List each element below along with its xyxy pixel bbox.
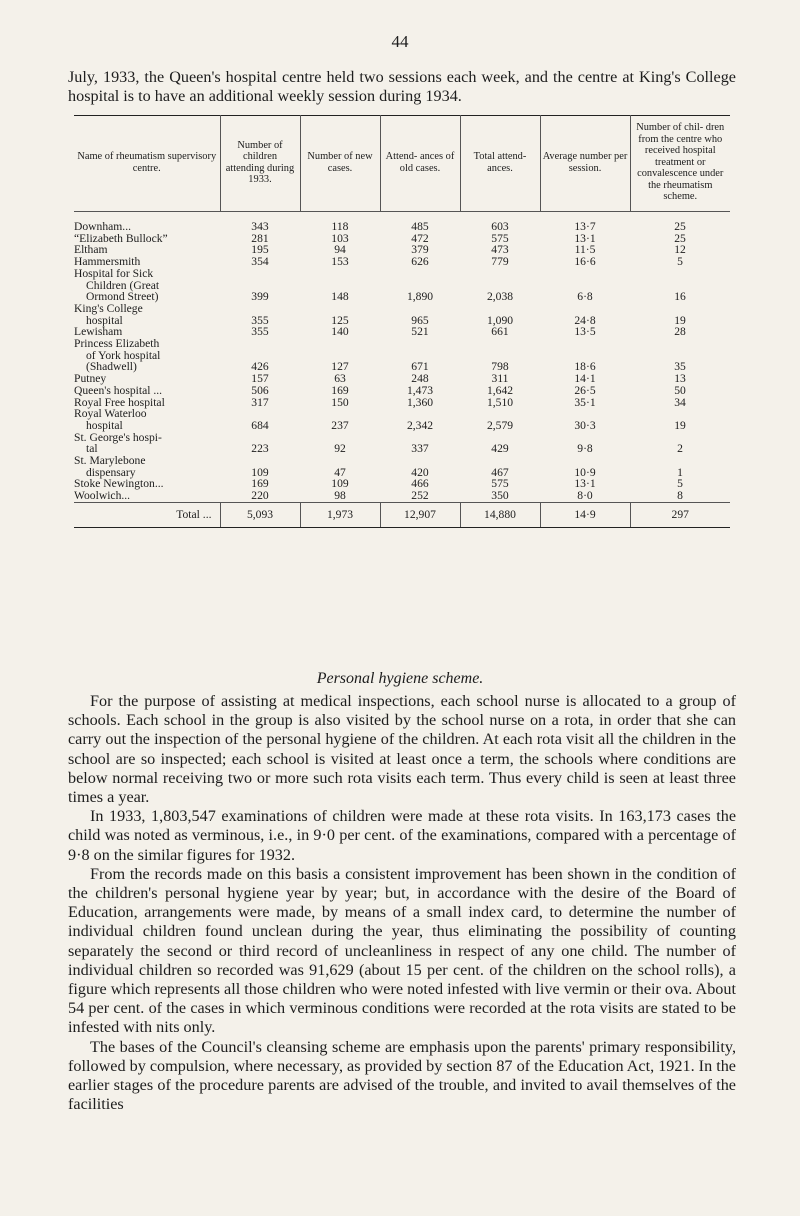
- cell-average: 8·0: [577, 489, 593, 503]
- table-row: [74, 338, 730, 373]
- total-attendances: 14,880: [460, 502, 540, 527]
- cell-children: 506: [251, 383, 269, 397]
- cell-total-attendances: 473: [491, 243, 509, 257]
- table-row: [74, 408, 730, 431]
- cell-children-treated: 16: [674, 290, 686, 304]
- cell-average: 13·5: [574, 325, 596, 339]
- centre-name-line: King's College: [74, 301, 143, 315]
- cell-total-attendances: 661: [491, 325, 509, 339]
- cell-centre-name: [74, 385, 220, 397]
- centre-name-line: Stoke Newington...: [74, 477, 164, 491]
- cell-average: 26·5: [574, 383, 596, 397]
- paragraph: For the purpose of assisting at medical inspections, each school nurse is allocated to a group of schools. Each school in the group is also visited by the school nurse on a rota, in order that she can carry out the inspection of the personal hygiene of the children. At each rota visit all the children in the school are so inspected; each school is visited at least once a term, the schools where conditions are below normal receiving two or more such rota visits each term. Thus every child is seen at least three times a year.: [68, 692, 736, 807]
- cell-children-treated: 5: [677, 477, 683, 491]
- centre-name-line: tal: [86, 442, 98, 456]
- cell-total-attendances: 779: [491, 255, 509, 269]
- table-row: [74, 385, 730, 397]
- cell-children-treated: 5: [677, 255, 683, 269]
- cell-new-cases: 169: [331, 383, 349, 397]
- centre-name-line: (Shadwell): [86, 360, 137, 374]
- cell-new-cases: 94: [334, 243, 346, 257]
- header-centre-name: Name of rheumatism supervisory centre.: [74, 116, 220, 212]
- total-new-cases: 1,973: [300, 502, 380, 527]
- cell-children: 109: [251, 465, 269, 479]
- centre-name-line: “Elizabeth Bullock”: [74, 231, 168, 245]
- centre-name-line: Royal Waterloo: [74, 407, 147, 421]
- header-children-attending: Number of children attending during 1933.: [220, 116, 300, 212]
- total-children-treated: 297: [630, 502, 730, 527]
- cell-old-attendances: 626: [411, 255, 429, 269]
- table-row: [74, 455, 730, 478]
- table-row: [74, 256, 730, 268]
- cell-average: 30·3: [574, 418, 596, 432]
- cell-children-treated: 25: [674, 220, 686, 233]
- table-row: [74, 432, 730, 455]
- cell-total-attendances: 1,642: [486, 383, 514, 397]
- cell-children: 157: [251, 372, 269, 386]
- cell-total-attendances: 798: [491, 360, 509, 374]
- cell-new-cases: 92: [334, 442, 346, 456]
- cell-children-treated: 13: [674, 372, 686, 386]
- cell-new-cases: 109: [331, 477, 349, 491]
- cell-new-cases: 127: [331, 360, 349, 374]
- cell-new-cases: 63: [334, 372, 346, 386]
- table-row: [74, 244, 730, 256]
- table-row: [74, 373, 730, 385]
- cell-total-attendances: 1,510: [486, 395, 514, 409]
- cell-old-attendances: 1,360: [406, 395, 434, 409]
- cell-average: 13·1: [574, 477, 596, 491]
- table-total-row: [74, 502, 730, 527]
- header-old-case-attendances: Attend- ances of old cases.: [380, 116, 460, 212]
- centre-name-line: Lewisham: [74, 325, 123, 339]
- centre-name-line: Hospital for Sick: [74, 266, 154, 280]
- cell-old-attendances: 1,473: [406, 383, 434, 397]
- cell-children-treated: 34: [674, 395, 686, 409]
- paragraph: The bases of the Council's cleansing scheme are emphasis upon the parents' primary responsibility, followed by compulsion, where necessary, as provided by section 87 of the Education Act, 1921. In the earlier stages of the procedure parents are advised of the trouble, and invited to avail themselves of the facilities: [68, 1037, 736, 1114]
- cell-children-treated: 1: [677, 465, 683, 479]
- paragraph: From the records made on this basis a consistent improvement has been shown in the condition of the children's personal hygiene year by year; but, in accordance with the desire of the Board of Education, arrangements were made, by means of a small index card, to determine the number of individual children found unclean during the year, thus eliminating the possibility of counting separately the second or third record of uncleanliness in respect of any one child. The number of individual children so recorded was 91,629 (about 15 per cent. of the children on the school rolls), a figure which represents all those children who were noted infested with live vermin or their ova. About 54 per cent. of the cases in which verminous conditions were recorded at the rota visits are stated to be infested with nits only.: [68, 864, 736, 1037]
- cell-total-attendances: 575: [491, 231, 509, 245]
- cell-average: 10·9: [574, 465, 596, 479]
- cell-old-attendances: 671: [411, 360, 429, 374]
- cell-new-cases: 98: [334, 489, 346, 503]
- cell-old-attendances: 965: [411, 313, 429, 327]
- cell-children-treated: 28: [674, 325, 686, 339]
- cell-new-cases: 148: [331, 290, 349, 304]
- total-average: 14·9: [540, 502, 630, 527]
- centre-name-line: Hammersmith: [74, 255, 141, 269]
- cell-children: 169: [251, 477, 269, 491]
- cell-children-treated: 50: [674, 383, 686, 397]
- table-header-row: [74, 116, 730, 212]
- cell-children: 355: [251, 313, 269, 327]
- centre-name-line: Princess Elizabeth: [74, 337, 160, 351]
- cell-total-attendances: 429: [491, 442, 509, 456]
- table-row: [74, 233, 730, 245]
- total-old-case-attendances: 12,907: [380, 502, 460, 527]
- cell-total-attendances: 2,579: [486, 418, 514, 432]
- table-body: [74, 212, 730, 503]
- cell-total-attendances: 2,038: [486, 290, 514, 304]
- table-row: [74, 303, 730, 326]
- cell-centre-name: [74, 408, 220, 431]
- cell-average: 14·1: [574, 372, 596, 386]
- centre-name-line: Ormond Street): [86, 290, 159, 304]
- cell-old-attendances: 485: [411, 220, 429, 233]
- cell-children-treated: 25: [674, 231, 686, 245]
- centre-name-line: Royal Free hospital: [74, 395, 165, 409]
- cell-children-treated: 19: [674, 313, 686, 327]
- centre-name-line: hospital: [86, 418, 123, 432]
- cell-average: 13·7: [574, 220, 596, 233]
- cell-total-attendances: 311: [491, 372, 509, 386]
- centre-name-line: Downham...: [74, 220, 131, 233]
- cell-children: 684: [251, 418, 269, 432]
- cell-average: 13·1: [574, 231, 596, 245]
- centre-name-line: Eltham: [74, 243, 108, 257]
- cell-new-cases: 237: [331, 418, 349, 432]
- cell-new-cases: 140: [331, 325, 349, 339]
- cell-old-attendances: 472: [411, 231, 429, 245]
- cell-centre-name: [74, 432, 220, 455]
- header-new-cases: Number of new cases.: [300, 116, 380, 212]
- cell-old-attendances: 2,342: [406, 418, 434, 432]
- total-children: 5,093: [220, 502, 300, 527]
- total-label: Total ...: [74, 502, 220, 527]
- cell-children-treated: 19: [674, 418, 686, 432]
- cell-average: 11·5: [574, 243, 596, 257]
- table-row: [74, 490, 730, 502]
- cell-new-cases: 103: [331, 231, 349, 245]
- rheumatism-centres-table: [74, 115, 730, 528]
- cell-children-treated: 2: [677, 442, 683, 456]
- cell-total-attendances: 603: [491, 220, 509, 233]
- cell-centre-name: [74, 221, 220, 233]
- table-row: [74, 268, 730, 303]
- cell-average: 9·8: [577, 442, 593, 456]
- header-average-per-session: Average number per session.: [540, 116, 630, 212]
- cell-old-attendances: 420: [411, 465, 429, 479]
- cell-new-cases: 153: [331, 255, 349, 269]
- cell-children: 343: [251, 220, 269, 233]
- cell-old-attendances: 248: [411, 372, 429, 386]
- table-row: [74, 397, 730, 409]
- cell-average: 35·1: [574, 395, 596, 409]
- cell-centre-name: [74, 303, 220, 326]
- paragraph: In 1933, 1,803,547 examinations of children were made at these rota visits. In 163,173 cases the child was noted as verminous, i.e., in 9·0 per cent. of the examinations, compared with a percentage of 9·8 on the similar figures for 1932.: [68, 807, 736, 864]
- cell-children: 355: [251, 325, 269, 339]
- body-text: [68, 692, 736, 1114]
- cell-average: 16·6: [574, 255, 596, 269]
- cell-total-attendances: 350: [491, 489, 509, 503]
- cell-children: 426: [251, 360, 269, 374]
- table-row: [74, 326, 730, 338]
- centre-name-line: St. Marylebone: [74, 454, 146, 468]
- page-number: 44: [391, 32, 409, 51]
- cell-children: 354: [251, 255, 269, 269]
- cell-new-cases: 47: [334, 465, 346, 479]
- cell-average: 6·8: [577, 290, 593, 304]
- cell-old-attendances: 379: [411, 243, 429, 257]
- centre-name-line: Woolwich...: [74, 489, 131, 503]
- centre-name-line: Queen's hospital ...: [74, 383, 163, 397]
- cell-old-attendances: 466: [411, 477, 429, 491]
- centre-name-line: Putney: [74, 372, 107, 386]
- cell-children: 317: [251, 395, 269, 409]
- cell-children-treated: 12: [674, 243, 686, 257]
- cell-new-cases: 118: [331, 220, 349, 233]
- intro-paragraph: July, 1933, the Queen's hospital centre held two sessions each week, and the centre at King's College hospital is to have an additional weekly session during 1934.: [68, 68, 736, 105]
- cell-children-treated: 35: [674, 360, 686, 374]
- cell-total-attendances: 575: [491, 477, 509, 491]
- cell-new-cases: 125: [331, 313, 349, 327]
- cell-old-attendances: 337: [411, 442, 429, 456]
- cell-old-attendances: 252: [411, 489, 429, 503]
- cell-children: 220: [251, 489, 269, 503]
- centre-name-line: of York hospital: [86, 348, 161, 362]
- cell-centre-name: [74, 490, 220, 502]
- header-total-attendances: Total attend- ances.: [460, 116, 540, 212]
- cell-centre-name: [74, 455, 220, 478]
- centre-name-line: hospital: [86, 313, 123, 327]
- centre-name-line: Children (Great: [86, 278, 160, 292]
- cell-children: 399: [251, 290, 269, 304]
- cell-average: 18·6: [574, 360, 596, 374]
- cell-total-attendances: 1,090: [486, 313, 514, 327]
- cell-average: 24·8: [574, 313, 596, 327]
- table-row: [74, 221, 730, 233]
- cell-centre-name: [74, 268, 220, 303]
- cell-old-attendances: 521: [411, 325, 429, 339]
- header-children-treated: Number of chil- dren from the centre who received hospital treatment or convalescence under the rheumatism scheme.: [630, 116, 730, 212]
- cell-children: 281: [251, 231, 269, 245]
- cell-children: 195: [251, 243, 269, 257]
- centre-name-line: dispensary: [86, 465, 136, 479]
- centre-name-line: St. George's hospi-: [74, 430, 162, 444]
- cell-new-cases: 150: [331, 395, 349, 409]
- cell-old-attendances: 1,890: [406, 290, 434, 304]
- table-row: [74, 478, 730, 490]
- cell-children-treated: 8: [677, 489, 683, 503]
- cell-children: 223: [251, 442, 269, 456]
- section-title: Personal hygiene scheme.: [316, 670, 484, 687]
- cell-centre-name: [74, 338, 220, 373]
- cell-total-attendances: 467: [491, 465, 509, 479]
